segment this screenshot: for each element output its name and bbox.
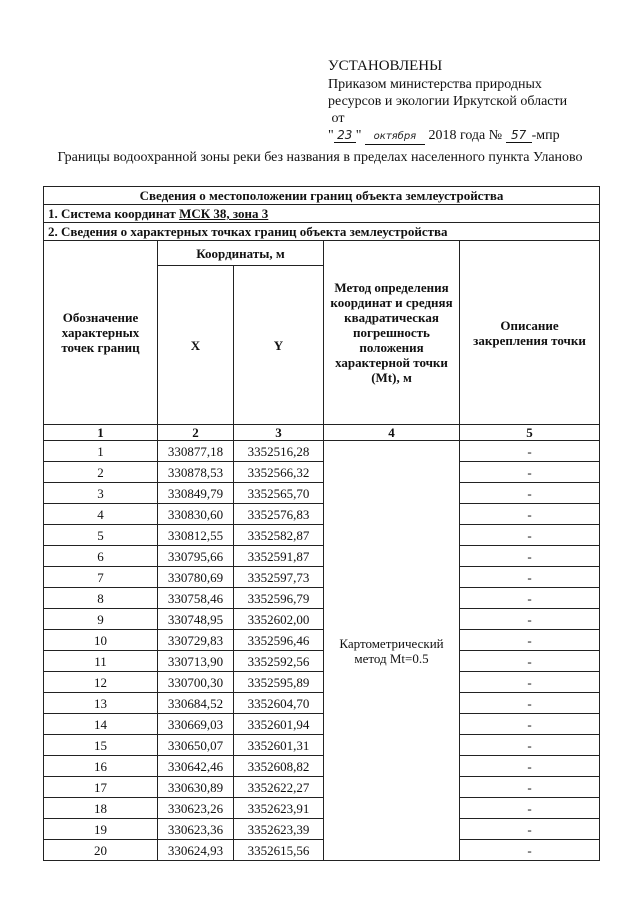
coord-x: 330669,03 bbox=[158, 714, 234, 735]
coord-y: 3352565,70 bbox=[234, 483, 324, 504]
point-number: 20 bbox=[44, 840, 158, 861]
method-value: Картометрический метод Mt=0.5 bbox=[324, 441, 460, 861]
table-row bbox=[44, 546, 600, 567]
table-row bbox=[44, 462, 600, 483]
coord-y: 3352596,46 bbox=[234, 630, 324, 651]
point-number: 19 bbox=[44, 819, 158, 840]
coord-system bbox=[44, 205, 600, 223]
handwritten-number: 57 bbox=[506, 128, 532, 143]
table-row bbox=[44, 756, 600, 777]
approval-title: УСТАНОВЛЕНЫ bbox=[328, 58, 443, 74]
coord-y: 3352604,70 bbox=[234, 693, 324, 714]
coord-y: 3352576,83 bbox=[234, 504, 324, 525]
handwritten-month: октября bbox=[365, 130, 425, 145]
col-number-5: 5 bbox=[460, 425, 600, 441]
coord-x: 330877,18 bbox=[158, 441, 234, 462]
table-row bbox=[44, 483, 600, 504]
point-description: - bbox=[460, 798, 600, 819]
col-method-header: Метод определения координат и средняя квадратическая погрешность положения характерной точки (Mt), м bbox=[324, 241, 460, 425]
point-description: - bbox=[460, 609, 600, 630]
point-number: 2 bbox=[44, 462, 158, 483]
point-number: 10 bbox=[44, 630, 158, 651]
handwritten-day: 23 bbox=[334, 128, 356, 143]
column-number-row bbox=[44, 425, 600, 441]
coord-y: 3352615,56 bbox=[234, 840, 324, 861]
col-number-2: 2 bbox=[158, 425, 234, 441]
point-description: - bbox=[460, 630, 600, 651]
point-description: - bbox=[460, 672, 600, 693]
coord-y: 3352566,32 bbox=[234, 462, 324, 483]
table-row bbox=[44, 651, 600, 672]
point-description: - bbox=[460, 525, 600, 546]
point-number: 8 bbox=[44, 588, 158, 609]
points-header: 2. Сведения о характерных точках границ объекта землеустройства bbox=[44, 223, 600, 241]
table-row bbox=[44, 714, 600, 735]
point-description: - bbox=[460, 651, 600, 672]
point-number: 15 bbox=[44, 735, 158, 756]
approval-line-1: Приказом министерства природных bbox=[328, 77, 542, 92]
column-header-row-1 bbox=[44, 241, 600, 266]
point-description: - bbox=[460, 462, 600, 483]
approval-date-line bbox=[328, 127, 628, 145]
point-number: 3 bbox=[44, 483, 158, 504]
coord-x: 330748,95 bbox=[158, 609, 234, 630]
point-description: - bbox=[460, 588, 600, 609]
point-number: 7 bbox=[44, 567, 158, 588]
table-row bbox=[44, 672, 600, 693]
point-number: 17 bbox=[44, 777, 158, 798]
coord-x: 330684,52 bbox=[158, 693, 234, 714]
coord-y: 3352516,28 bbox=[234, 441, 324, 462]
table-row bbox=[44, 693, 600, 714]
year-text: 2018 года № bbox=[428, 128, 503, 143]
coord-x: 330642,46 bbox=[158, 756, 234, 777]
document-title: Границы водоохранной зоны реки без названия в пределах населенного пункта Уланово bbox=[57, 150, 583, 165]
coord-x: 330878,53 bbox=[158, 462, 234, 483]
coord-x: 330729,83 bbox=[158, 630, 234, 651]
point-number: 12 bbox=[44, 672, 158, 693]
table-row bbox=[44, 504, 600, 525]
col-number-3: 3 bbox=[234, 425, 324, 441]
quote-close: " bbox=[355, 128, 362, 143]
coord-x: 330780,69 bbox=[158, 567, 234, 588]
point-number: 18 bbox=[44, 798, 158, 819]
coord-y: 3352596,79 bbox=[234, 588, 324, 609]
col-desc-header: Описание закрепления точки bbox=[460, 241, 600, 425]
coord-x: 330624,93 bbox=[158, 840, 234, 861]
coord-y: 3352602,00 bbox=[234, 609, 324, 630]
point-description: - bbox=[460, 840, 600, 861]
coord-system-prefix: 1. Система координат bbox=[48, 206, 180, 221]
table-row bbox=[44, 525, 600, 546]
coord-y: 3352597,73 bbox=[234, 567, 324, 588]
point-number: 5 bbox=[44, 525, 158, 546]
approval-block bbox=[328, 56, 628, 145]
coord-x: 330623,36 bbox=[158, 819, 234, 840]
coord-y: 3352622,27 bbox=[234, 777, 324, 798]
point-number: 16 bbox=[44, 756, 158, 777]
point-description: - bbox=[460, 567, 600, 588]
point-description: - bbox=[460, 735, 600, 756]
point-description: - bbox=[460, 714, 600, 735]
point-number: 14 bbox=[44, 714, 158, 735]
coord-x: 330830,60 bbox=[158, 504, 234, 525]
point-number: 6 bbox=[44, 546, 158, 567]
coord-y: 3352623,39 bbox=[234, 819, 324, 840]
coord-x: 330795,66 bbox=[158, 546, 234, 567]
coord-x: 330700,30 bbox=[158, 672, 234, 693]
point-description: - bbox=[460, 693, 600, 714]
approval-line-2: ресурсов и экологии Иркутской области bbox=[328, 94, 568, 109]
coord-y: 3352623,91 bbox=[234, 798, 324, 819]
point-description: - bbox=[460, 546, 600, 567]
table-row bbox=[44, 735, 600, 756]
coord-y: 3352582,87 bbox=[234, 525, 324, 546]
table-row bbox=[44, 798, 600, 819]
approval-line-3 bbox=[328, 110, 628, 127]
point-description: - bbox=[460, 819, 600, 840]
table-row bbox=[44, 609, 600, 630]
points-header-row bbox=[44, 223, 600, 241]
coord-x: 330630,89 bbox=[158, 777, 234, 798]
table-row bbox=[44, 567, 600, 588]
col-y-header: Y bbox=[234, 266, 324, 425]
point-number: 1 bbox=[44, 441, 158, 462]
table-row bbox=[44, 819, 600, 840]
coord-x: 330713,90 bbox=[158, 651, 234, 672]
coord-y: 3352595,89 bbox=[234, 672, 324, 693]
table-row bbox=[44, 777, 600, 798]
col-number-1: 1 bbox=[44, 425, 158, 441]
table-row bbox=[44, 630, 600, 651]
quote-open: " bbox=[328, 128, 334, 143]
coord-system-row bbox=[44, 205, 600, 223]
col-point-header: Обозначение характерных точек границ bbox=[44, 241, 158, 425]
point-description: - bbox=[460, 483, 600, 504]
point-description: - bbox=[460, 777, 600, 798]
point-description: - bbox=[460, 756, 600, 777]
approval-from: от bbox=[331, 111, 345, 126]
coord-y: 3352591,87 bbox=[234, 546, 324, 567]
coord-system-value: МСК 38, зона 3 bbox=[179, 206, 269, 221]
coord-y: 3352601,31 bbox=[234, 735, 324, 756]
col-number-4: 4 bbox=[324, 425, 460, 441]
coord-x: 330758,46 bbox=[158, 588, 234, 609]
coord-y: 3352601,94 bbox=[234, 714, 324, 735]
point-description: - bbox=[460, 504, 600, 525]
point-description: - bbox=[460, 441, 600, 462]
order-suffix: -мпр bbox=[531, 128, 560, 143]
table-row bbox=[44, 588, 600, 609]
col-coords-header: Координаты, м bbox=[158, 241, 324, 266]
coord-y: 3352608,82 bbox=[234, 756, 324, 777]
table-row bbox=[44, 441, 600, 462]
table-row bbox=[44, 840, 600, 861]
coord-y: 3352592,56 bbox=[234, 651, 324, 672]
coord-x: 330623,26 bbox=[158, 798, 234, 819]
point-number: 4 bbox=[44, 504, 158, 525]
boundary-table bbox=[43, 186, 600, 861]
coord-x: 330812,55 bbox=[158, 525, 234, 546]
coord-x: 330849,79 bbox=[158, 483, 234, 504]
point-number: 9 bbox=[44, 609, 158, 630]
col-x-header: X bbox=[158, 266, 234, 425]
point-number: 11 bbox=[44, 651, 158, 672]
section-header: Сведения о местоположении границ объекта землеустройства bbox=[44, 187, 600, 205]
coord-x: 330650,07 bbox=[158, 735, 234, 756]
section-header-row bbox=[44, 187, 600, 205]
point-number: 13 bbox=[44, 693, 158, 714]
